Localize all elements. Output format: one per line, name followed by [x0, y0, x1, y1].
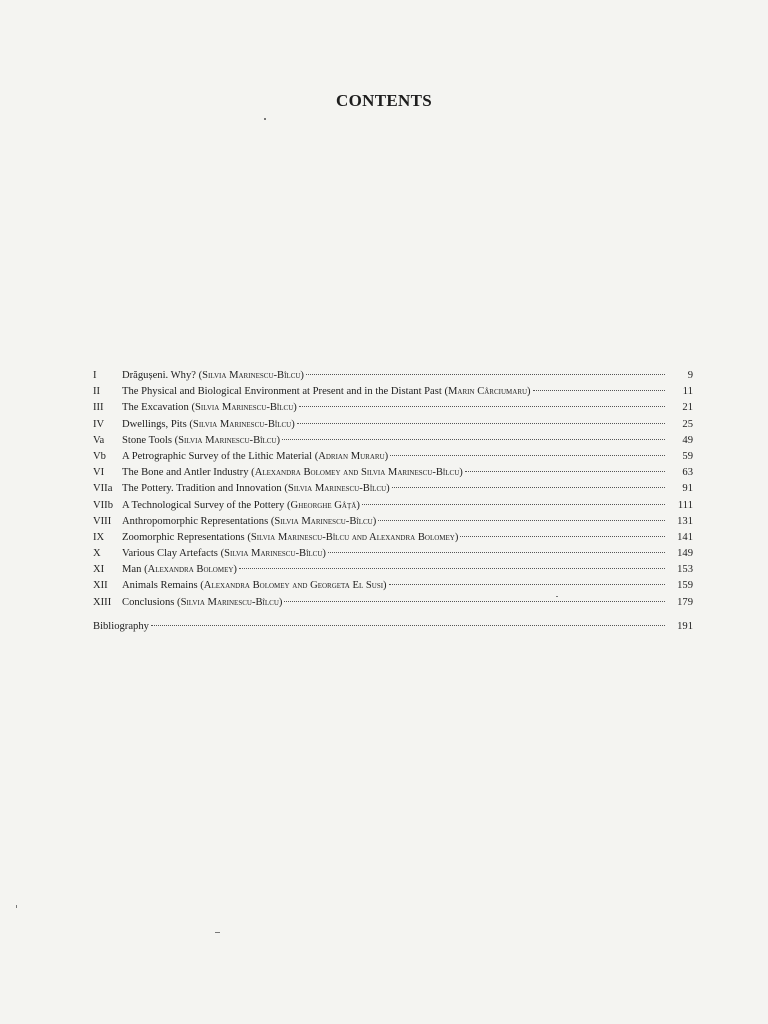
toc-entry — [93, 514, 693, 530]
chapter-number: I — [93, 370, 97, 381]
chapter-title: Dwellings, Pits — [122, 418, 187, 430]
chapter-number: XI — [93, 564, 105, 576]
chapter-title: Man — [122, 564, 142, 576]
scan-speck — [556, 596, 558, 597]
chapter-title-group — [122, 546, 326, 562]
toc-entry — [93, 465, 693, 481]
chapter-author: (Marin Cârciumaru) — [444, 386, 531, 398]
chapter-author: (Silvia Marinescu-Bîlcu) — [284, 483, 390, 495]
chapter-title: Conclusions — [122, 596, 175, 608]
dot-leader — [533, 389, 665, 391]
chapter-number: Vb — [93, 450, 106, 462]
dot-leader — [362, 503, 665, 505]
chapter-author: (Adrian Muraru) — [314, 450, 389, 462]
chapter-number: VI — [93, 467, 105, 479]
page-number: 191 — [677, 620, 693, 632]
chapter-author: (Silvia Marinescu-Bîlcu) — [189, 418, 295, 430]
page-number: 159 — [677, 580, 693, 592]
dot-leader — [239, 567, 665, 569]
chapter-number: VIIa — [93, 483, 113, 495]
chapter-title: The Bone and Antler Industry — [122, 467, 249, 479]
chapter-number: III — [93, 402, 104, 414]
chapter-title-group — [122, 465, 463, 481]
chapter-author: (Gheorghe Gâță) — [287, 499, 360, 511]
table-of-contents — [93, 368, 693, 635]
page-number: 131 — [677, 515, 693, 527]
chapter-number: XIII — [93, 596, 112, 608]
toc-entry — [93, 546, 693, 562]
chapter-title-group — [122, 449, 388, 465]
chapter-number: II — [93, 386, 101, 398]
toc-entry — [93, 578, 693, 594]
page-number: 9 — [687, 370, 693, 381]
chapter-title-group — [122, 368, 304, 384]
chapter-title-group — [122, 481, 390, 497]
chapter-title-group — [122, 384, 531, 400]
toc-entry — [93, 481, 693, 497]
toc-entry — [93, 417, 693, 433]
toc-entry — [93, 530, 693, 546]
page-number: 91 — [682, 483, 693, 495]
chapter-title: Animals Remains — [122, 580, 198, 592]
chapter-number: Va — [93, 434, 105, 446]
chapter-number: IV — [93, 418, 105, 430]
toc-entry — [93, 400, 693, 416]
toc-entry — [93, 433, 693, 449]
page-number: 63 — [682, 467, 693, 479]
chapter-number: IX — [93, 531, 105, 543]
page-number: 149 — [677, 548, 693, 560]
chapter-title-group — [122, 417, 295, 433]
dot-leader — [389, 583, 665, 585]
page-number: 153 — [677, 564, 693, 576]
dot-leader — [328, 551, 665, 553]
dot-leader — [299, 405, 665, 407]
scan-speck — [16, 905, 17, 908]
toc-entry — [93, 562, 693, 578]
toc-entry — [93, 384, 693, 400]
chapter-title: A Petrographic Survey of the Lithic Material — [122, 450, 313, 462]
page-number: 111 — [677, 499, 693, 511]
chapter-author: (Silvia Marinescu-Bîlcu) — [220, 548, 326, 560]
chapter-title: The Excavation — [122, 402, 189, 414]
toc-entry — [93, 449, 693, 465]
chapter-title: A Technological Survey of the Pottery — [122, 499, 285, 511]
chapter-title: The Physical and Biological Environment at Present and in the Distant Past — [122, 386, 442, 398]
chapter-author: (Silvia Marinescu-Bîlcu) — [198, 370, 304, 381]
chapter-title: Anthropomorphic Representations — [122, 515, 269, 527]
chapter-number: XII — [93, 580, 108, 592]
dot-leader — [297, 422, 665, 424]
dot-leader — [378, 519, 665, 521]
chapter-author: (Silvia Marinescu-Bîlcu) — [191, 402, 297, 414]
chapter-author: (Silvia Marinescu-Bîlcu) — [174, 434, 280, 446]
toc-entry-bibliography — [93, 619, 693, 635]
page-number: 179 — [677, 596, 693, 608]
chapter-title: Various Clay Artefacts — [122, 548, 218, 560]
chapter-title-group — [122, 562, 237, 578]
dot-leader — [282, 438, 665, 440]
chapter-author: (Alexandra Bolomey and Silvia Marinescu-Bîlcu) — [251, 467, 463, 479]
page-number: 21 — [682, 402, 693, 414]
chapter-author: (Silvia Marinescu-Bîlcu) — [177, 596, 283, 608]
scan-speck — [215, 932, 220, 933]
chapter-title-group — [122, 595, 282, 611]
chapter-title: Stone Tools — [122, 434, 172, 446]
chapter-author: (Alexandra Bolomey and Georgeta El Susi) — [200, 580, 387, 592]
chapter-number: VIII — [93, 515, 112, 527]
chapter-author: (Silvia Marinescu-Bîlcu and Alexandra Bolomey) — [247, 531, 459, 543]
chapter-title: Zoomorphic Representations — [122, 531, 245, 543]
chapter-title-group — [122, 400, 297, 416]
chapter-title: Drăgușeni. Why? — [122, 370, 196, 381]
page-number: 141 — [677, 531, 693, 543]
dot-leader — [284, 600, 665, 602]
page-number: 11 — [682, 386, 693, 398]
chapter-title-group — [122, 514, 376, 530]
page-number: 25 — [682, 418, 693, 430]
chapter-title-group — [122, 530, 458, 546]
scan-speck — [264, 118, 266, 120]
page-number: 49 — [682, 434, 693, 446]
dot-leader — [465, 470, 665, 472]
dot-leader — [390, 454, 665, 456]
chapter-author: (Silvia Marinescu-Bîlcu) — [270, 515, 377, 527]
dot-leader — [392, 486, 665, 488]
chapter-title-group — [122, 578, 387, 594]
chapter-title-group — [122, 498, 360, 514]
dot-leader — [151, 624, 665, 626]
toc-entry — [93, 368, 693, 384]
bibliography-title: Bibliography — [93, 620, 149, 632]
dot-leader — [306, 373, 665, 375]
chapter-title: The Pottery. Tradition and Innovation — [122, 483, 282, 495]
chapter-number: VIIb — [93, 499, 114, 511]
chapter-number: X — [93, 548, 101, 560]
chapter-title-group — [122, 433, 280, 449]
toc-entry — [93, 595, 693, 611]
chapter-author: (Alexandra Bolomey) — [144, 564, 237, 576]
page-title: CONTENTS — [336, 91, 432, 110]
page-number: 59 — [682, 450, 693, 462]
toc-entry — [93, 498, 693, 514]
dot-leader — [460, 535, 665, 537]
